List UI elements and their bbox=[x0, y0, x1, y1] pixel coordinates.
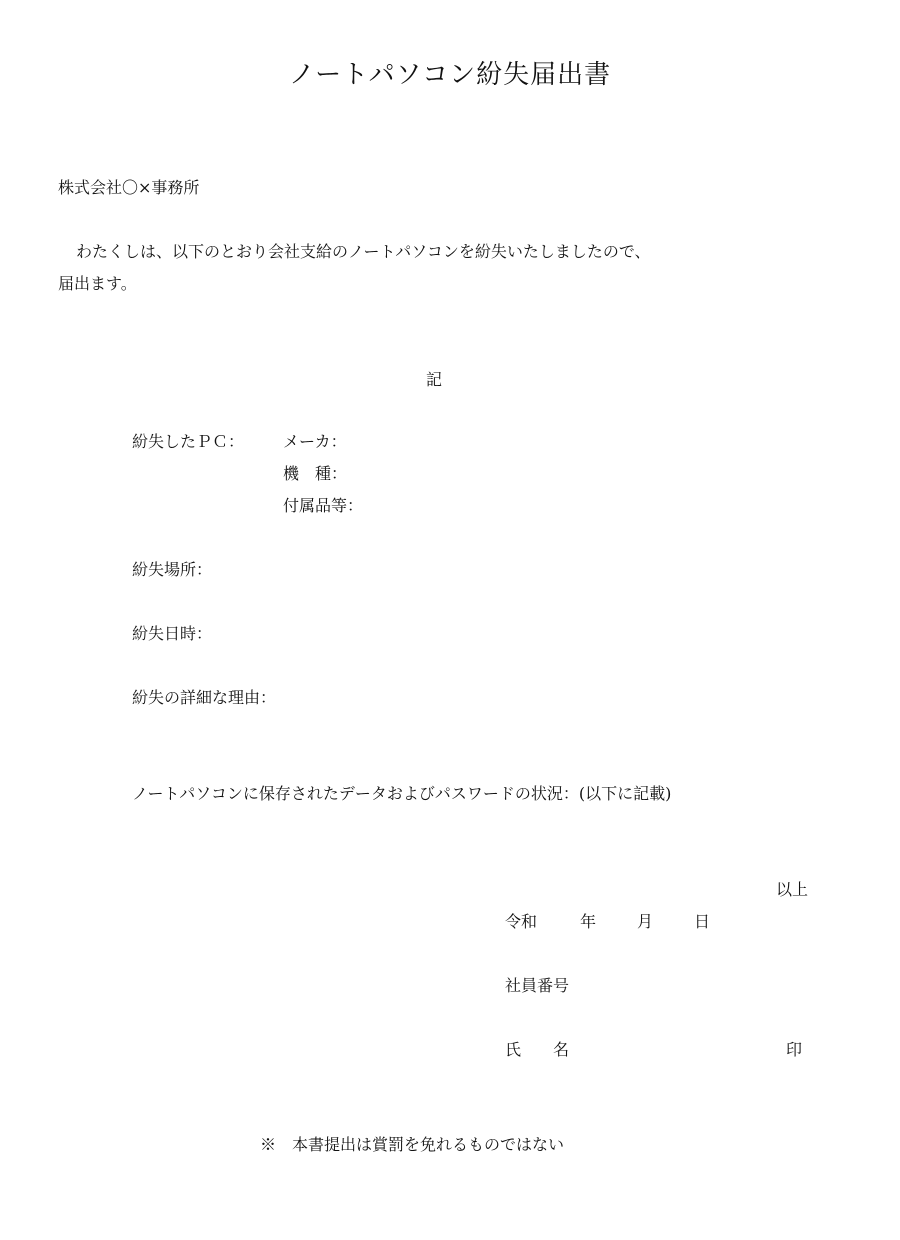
date-year: 年 bbox=[580, 912, 597, 931]
closing-text: 以上 bbox=[776, 880, 809, 899]
ki-heading: 記 bbox=[426, 370, 443, 389]
date-month: 月 bbox=[637, 912, 654, 931]
seal-mark: 印 bbox=[786, 1040, 803, 1059]
maker-label: メーカ： bbox=[283, 432, 347, 451]
employee-number-label: 社員番号 bbox=[505, 976, 570, 995]
data-status-label: ノートパソコンに保存されたデータおよびパスワードの状況：(以下に記載) bbox=[132, 784, 672, 803]
name-label: 氏 名 bbox=[505, 1040, 570, 1059]
reason-label: 紛失の詳細な理由： bbox=[132, 688, 277, 707]
intro-line-2: 届出ます。 bbox=[58, 274, 137, 293]
accessories-label: 付属品等： bbox=[283, 496, 364, 515]
model-label: 機 種： bbox=[283, 464, 348, 483]
document-title: ノートパソコン紛失届出書 bbox=[288, 60, 612, 90]
intro-line-1: わたくしは、以下のとおり会社支給のノートパソコンを紛失いたしましたので、 bbox=[76, 242, 651, 261]
lost-pc-label: 紛失したＰＣ： bbox=[132, 432, 245, 451]
datetime-label: 紛失日時： bbox=[132, 624, 213, 643]
date-day: 日 bbox=[694, 912, 711, 931]
date-era: 令和 bbox=[505, 912, 538, 931]
addressee: 株式会社〇×事務所 bbox=[58, 178, 200, 197]
footnote: ※ 本書提出は賞罰を免れるものではない bbox=[260, 1135, 565, 1154]
place-label: 紛失場所： bbox=[132, 560, 213, 579]
